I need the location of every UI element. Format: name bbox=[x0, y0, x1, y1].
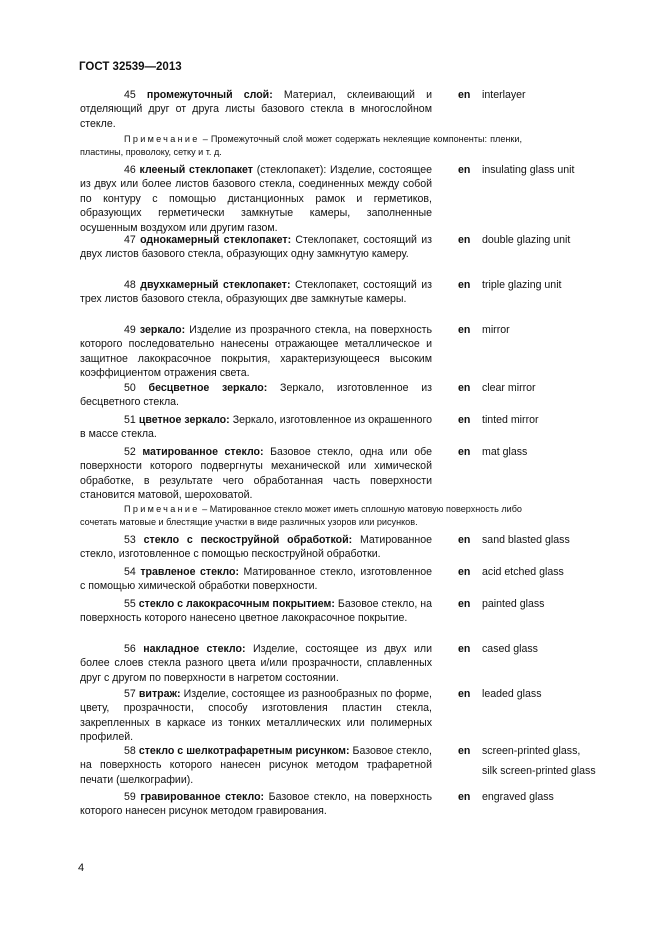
term-definition: 52 матированное стекло: Базовое стекло, одна или обе поверхности которого подвергнуты механической или химической обработке, в результате чего обработанная часть поверхности становится матовой, шероховатой. bbox=[80, 446, 432, 502]
term-definition: 58 стекло с шелкотрафаретным рисунком: Базовое стекло, на поверхность которого нанесен рисунок методом трафаретной печати (шелкографии). bbox=[80, 745, 432, 786]
english-equivalent: mat glass bbox=[482, 446, 528, 458]
term-definition: 50 бесцветное зеркало: Зеркало, изготовленное из бесцветного стекла. bbox=[80, 382, 432, 409]
term-name: цветное зеркало: bbox=[138, 414, 230, 426]
language-code: en bbox=[458, 234, 471, 246]
language-code: en bbox=[458, 688, 471, 700]
english-equivalent: engraved glass bbox=[482, 791, 554, 803]
english-equivalent: insulating glass unit bbox=[482, 164, 575, 176]
english-equivalent: triple glazing unit bbox=[482, 279, 562, 291]
term-definition: 46 клееный стеклопакет (стеклопакет): Изделие, состоящее из двух или более листов базового стекла, соединенных между собой по контуру с помощью дистанционных рамок и герметиков, образующих герметически замкнутые камеры, заполненные осушенным воздухом или другим газом. bbox=[80, 164, 432, 234]
language-code: en bbox=[458, 643, 471, 655]
language-code: en bbox=[458, 598, 471, 610]
language-code: en bbox=[458, 382, 471, 394]
term-name: зеркало: bbox=[139, 324, 186, 336]
language-code: en bbox=[458, 89, 471, 101]
language-code: en bbox=[458, 414, 471, 426]
english-equivalent: screen-printed glass, silk screen-printed glass bbox=[482, 745, 596, 778]
term-name: накладное стекло: bbox=[143, 643, 246, 655]
term-definition: 55 стекло с лакокрасочным покрытием: Базовое стекло, на поверхность которого нанесено цветное лакокрасочное покрытие. bbox=[80, 598, 432, 625]
language-code: en bbox=[458, 324, 471, 336]
term-name: стекло с лакокрасочным покрытием: bbox=[138, 598, 335, 610]
language-code: en bbox=[458, 534, 471, 546]
term-definition: 56 накладное стекло: Изделие, состоящее из двух или более слоев стекла разного цвета и/или прозрачности, сплавленных друг с другом по поверхности в нагретом состоянии. bbox=[80, 643, 432, 684]
term-definition: 48 двухкамерный стеклопакет: Стеклопакет, состоящий из трех листов базового стекла, образующих две замкнутые камеры. bbox=[80, 279, 432, 306]
english-equivalent: painted glass bbox=[482, 598, 545, 610]
language-code: en bbox=[458, 446, 471, 458]
english-equivalent: cased glass bbox=[482, 643, 538, 655]
note-interlayer: Примечание – Промежуточный слой может содержать неклеящие компоненты: пленки, пластины, проволоку, сетку и т. д. bbox=[80, 134, 522, 157]
note-label: Примечание bbox=[124, 504, 200, 514]
document-header: ГОСТ 32539—2013 bbox=[79, 61, 182, 73]
note-label: Примечание bbox=[124, 134, 200, 144]
term-definition: 57 витраж: Изделие, состоящее из разнообразных по форме, цвету, прозрачности, способу изготовления пластин стекла, закрепленных в каркасе из тонких металлических или полимерных профилей. bbox=[80, 688, 432, 744]
english-equivalent: clear mirror bbox=[482, 382, 536, 394]
term-definition: 47 однокамерный стеклопакет: Стеклопакет, состоящий из двух листов базового стекла, образующих одну замкнутую камеру. bbox=[80, 234, 432, 261]
english-equivalent: mirror bbox=[482, 324, 510, 336]
english-equivalent: tinted mirror bbox=[482, 414, 539, 426]
page-number: 4 bbox=[78, 862, 85, 874]
language-code: en bbox=[458, 279, 471, 291]
note-mat-glass: Примечание – Матированное стекло может иметь сплошную матовую поверхность либо сочетать матовые и блестящие участки в виде различных узоров или рисунков. bbox=[80, 504, 522, 527]
term-definition: 53 стекло с пескоструйной обработкой: Матированное стекло, изготовленное с помощью пескоструйной обработки. bbox=[80, 534, 432, 561]
term-name: однокамерный стеклопакет: bbox=[140, 234, 292, 246]
term-definition: 54 травленое стекло: Матированное стекло, изготовленное с помощью химической обработки поверхности. bbox=[80, 566, 432, 593]
language-code: en bbox=[458, 164, 471, 176]
language-code: en bbox=[458, 566, 471, 578]
term-name: стекло с пескоструйной обработкой: bbox=[143, 534, 353, 546]
term-definition: 51 цветное зеркало: Зеркало, изготовленное из окрашенного в массе стекла. bbox=[80, 414, 432, 441]
english-equivalent: leaded glass bbox=[482, 688, 542, 700]
term-name: промежуточный слой: bbox=[146, 89, 273, 101]
english-equivalent: double glazing unit bbox=[482, 234, 571, 246]
term-name: бесцветное зеркало: bbox=[148, 382, 268, 394]
language-code: en bbox=[458, 791, 471, 803]
english-equivalent: acid etched glass bbox=[482, 566, 564, 578]
language-code: en bbox=[458, 745, 471, 757]
term-name: травленое стекло: bbox=[140, 566, 239, 578]
term-definition: 49 зеркало: Изделие из прозрачного стекла, на поверхность которого последовательно нанесены отражающее металлическое и защитное лакокрасочное покрытия, характеризующееся высоким коэффициентом отражения света. bbox=[80, 324, 432, 380]
term-name: двухкамерный стеклопакет: bbox=[140, 279, 291, 291]
term-name: гравированное стекло: bbox=[140, 791, 265, 803]
term-name: стекло с шелкотрафаретным рисунком: bbox=[138, 745, 350, 757]
term-definition: 45 промежуточный слой: Материал, склеивающий и отделяющий друг от друга листы базового стекла в многослойном стекле. bbox=[80, 89, 432, 130]
term-name: клееный стеклопакет bbox=[139, 164, 253, 176]
term-name: матированное стекло: bbox=[142, 446, 264, 458]
english-equivalent: interlayer bbox=[482, 89, 526, 101]
english-equivalent: sand blasted glass bbox=[482, 534, 570, 546]
term-name: витраж: bbox=[138, 688, 181, 700]
term-definition: 59 гравированное стекло: Базовое стекло, на поверхность которого нанесен рисунок методом гравирования. bbox=[80, 791, 432, 818]
